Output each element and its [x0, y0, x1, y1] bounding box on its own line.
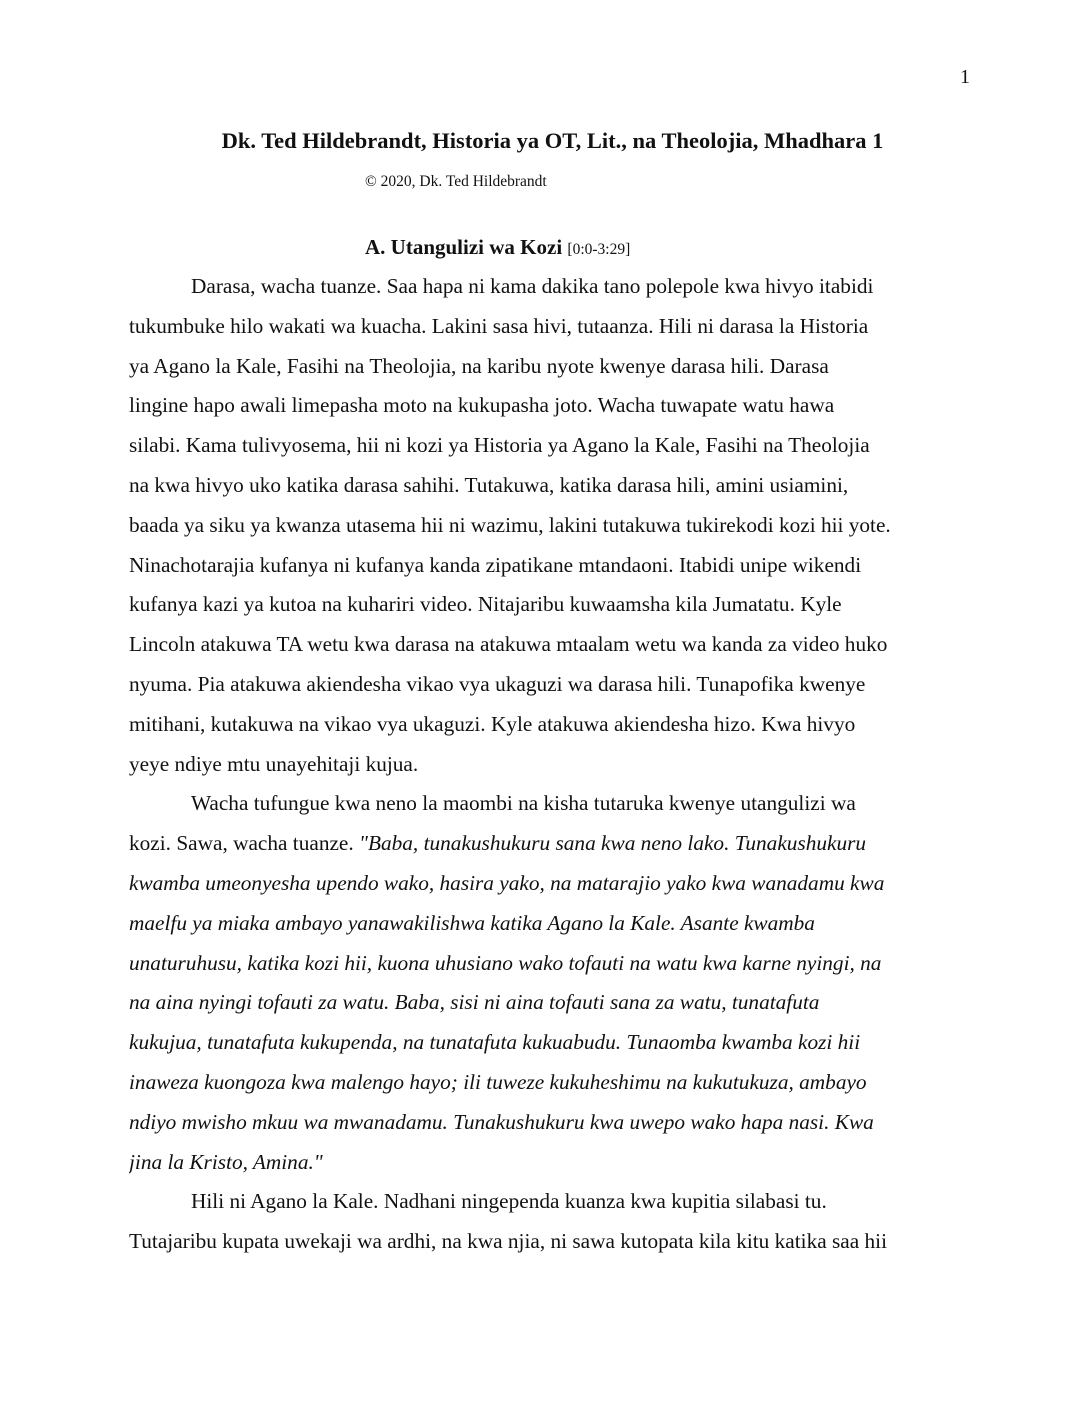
paragraph-line: silabi. Kama tulivyosema, hii ni kozi ya Historia ya Agano la Kale, Fasihi na Theolojia — [129, 433, 870, 458]
paragraph-line: nyuma. Pia atakuwa akiendesha vikao vya ukaguzi wa darasa hili. Tunapofika kwenye — [129, 671, 866, 696]
paragraph-line: mitihani, kutakuwa na vikao vya ukaguzi. Kyle atakuwa akiendesha hizo. Kwa hivyo — [129, 711, 856, 736]
paragraph-line: Hili ni Agano la Kale. Nadhani ningependa kuanza kwa kupitia silabasi tu. — [191, 1189, 827, 1214]
prayer-text: "Baba, tunakushukuru sana kwa neno lako. Tunakushukuru — [359, 831, 867, 856]
page-number: 1 — [960, 66, 970, 88]
paragraph-line: tukumbuke hilo wakati wa kuacha. Lakini sasa hivi, tutaanza. Hili ni darasa la Historia — [129, 313, 869, 338]
prayer-line: jina la Kristo, Amina." — [129, 1149, 323, 1174]
paragraph-line: baada ya siku ya kwanza utasema hii ni wazimu, lakini tutakuwa tukirekodi kozi hii yote. — [129, 512, 891, 537]
prayer-line: ndiyo mwisho mkuu wa mwanadamu. Tunakushukuru kwa uwepo wako hapa nasi. Kwa — [129, 1109, 874, 1134]
paragraph-line: ya Agano la Kale, Fasihi na Theolojia, na karibu nyote kwenye darasa hili. Darasa — [129, 353, 829, 378]
paragraph-line: yeye ndiye mtu unayehitaji kujua. — [129, 751, 419, 776]
paragraph-line: Ninachotarajia kufanya ni kufanya kanda zipatikane mtandaoni. Itabidi unipe wikendi — [129, 552, 862, 577]
section-heading — [365, 235, 630, 260]
prayer-line: na aina nyingi tofauti za watu. Baba, sisi ni aina tofauti sana za watu, tunatafuta — [129, 990, 820, 1015]
document-title: Dk. Ted Hildebrandt, Historia ya OT, Lit., na Theolojia, Mhadhara 1 — [221, 128, 884, 153]
paragraph-line: Lincoln atakuwa TA wetu kwa darasa na atakuwa mtaalam wetu wa kanda za video huko — [129, 632, 888, 657]
paragraph-text: kozi. Sawa, wacha tuanze. — [129, 831, 360, 856]
prayer-line: kwamba umeonyesha upendo wako, hasira yako, na matarajio yako kwa wanadamu kwa — [129, 870, 885, 895]
section-heading-text: A. Utangulizi wa Kozi — [365, 235, 563, 259]
paragraph-line: lingine hapo awali limepasha moto na kukupasha joto. Wacha tuwapate watu hawa — [129, 393, 835, 418]
paragraph-line: Wacha tufungue kwa neno la maombi na kisha tutaruka kwenye utangulizi wa — [191, 791, 856, 816]
paragraph-line: Tutajaribu kupata uwekaji wa ardhi, na kwa njia, ni sawa kutopata kila kitu katika saa hii — [129, 1229, 888, 1254]
prayer-line: unaturuhusu, katika kozi hii, kuona uhusiano wako tofauti na watu kwa karne nyingi, na — [129, 950, 882, 975]
prayer-line: maelfu ya miaka ambayo yanawakilishwa katika Agano la Kale. Asante kwamba — [129, 910, 815, 935]
lecture-transcript — [129, 267, 964, 1262]
copyright-notice: © 2020, Dk. Ted Hildebrandt — [365, 173, 547, 190]
paragraph-line: na kwa hivyo uko katika darasa sahihi. Tutakuwa, katika darasa hili, amini usiamini, — [129, 472, 849, 497]
paragraph-line: kufanya kazi ya kutoa na kuhariri video. Nitajaribu kuwaamsha kila Jumatatu. Kyle — [129, 592, 842, 617]
prayer-line: inaweza kuongoza kwa malengo hayo; ili tuweze kukuheshimu na kukutukuza, ambayo — [129, 1069, 867, 1094]
paragraph-line: Darasa, wacha tuanze. Saa hapa ni kama dakika tano polepole kwa hivyo itabidi — [191, 274, 874, 298]
paragraph-line — [129, 824, 964, 864]
prayer-line: kukujua, tunatafuta kukupenda, na tunatafuta kukuabudu. Tunaomba kwamba kozi hii — [129, 1030, 861, 1055]
section-timestamp: [0:0-3:29] — [567, 241, 631, 258]
